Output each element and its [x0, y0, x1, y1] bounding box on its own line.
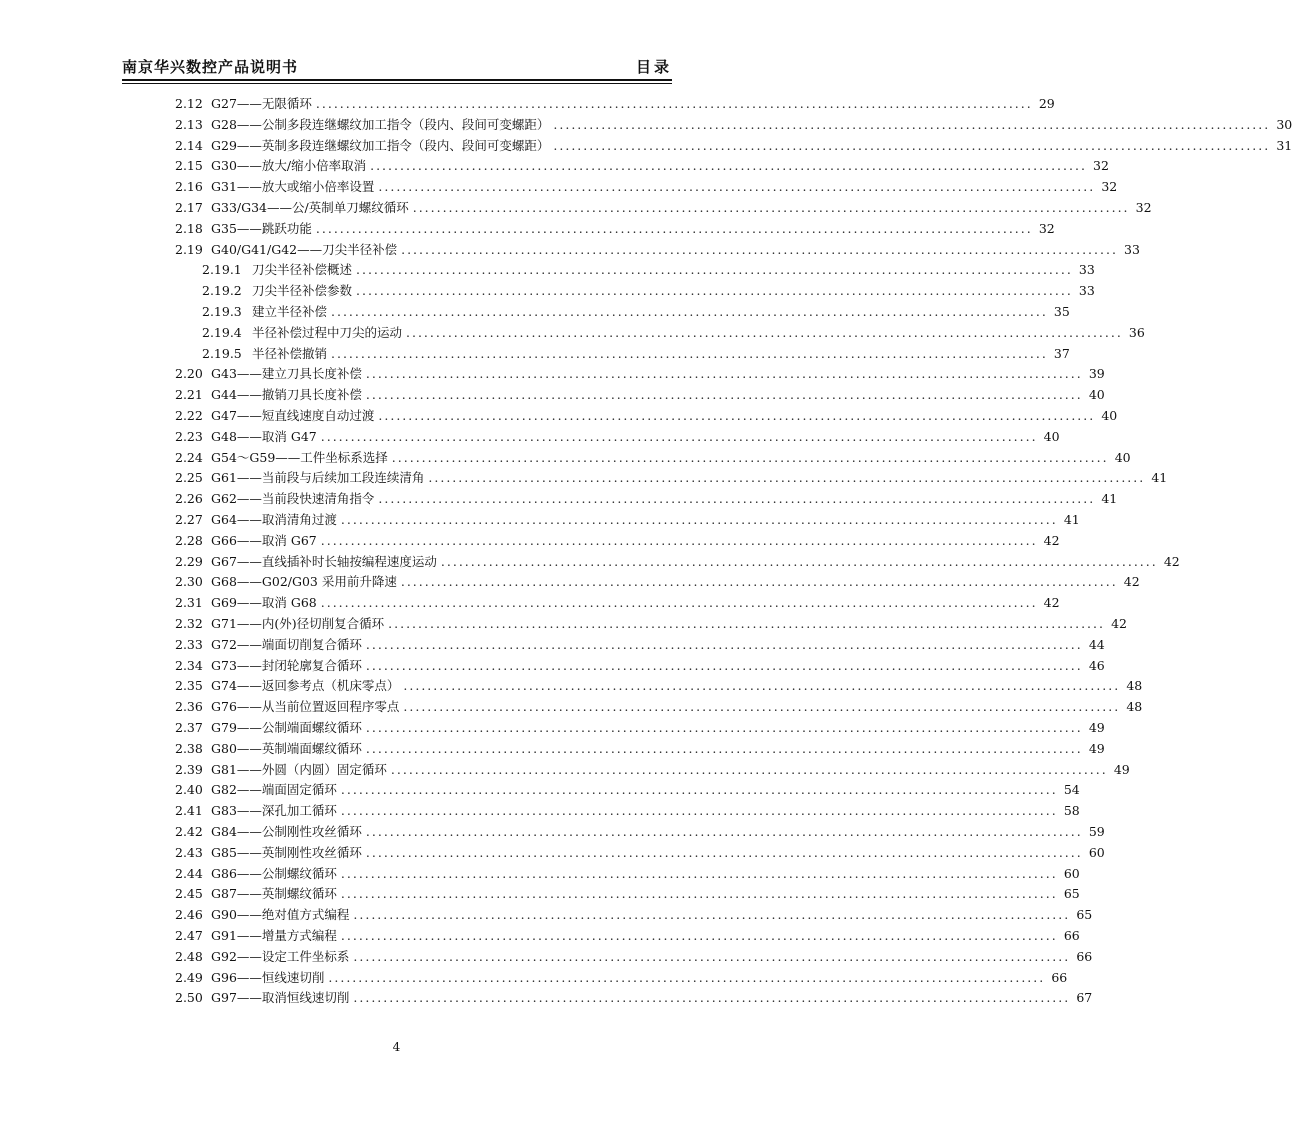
- toc-entry-number: 2.34: [175, 657, 203, 673]
- toc-entry-title: G91——增量方式编程: [211, 928, 337, 943]
- toc-entry[interactable]: [175, 635, 1105, 655]
- toc-entry[interactable]: [175, 780, 1080, 800]
- toc-dot-leader: ........................................................................................................................: [353, 948, 1071, 964]
- toc-dot-leader: ........................................................................................................................: [315, 220, 1033, 236]
- toc-entry[interactable]: [175, 697, 1143, 717]
- toc-entry-number: 2.24: [175, 449, 203, 465]
- section-title: 目录: [635, 58, 672, 76]
- toc-entry-title: G79——公制端面螺纹循环: [211, 720, 362, 735]
- toc-entry-page: 41: [1063, 512, 1080, 527]
- toc-entry-number: 2.38: [175, 740, 203, 756]
- toc-entry-number: 2.14: [175, 137, 203, 153]
- toc-entry[interactable]: [175, 531, 1060, 551]
- toc-entry-number: 2.48: [175, 948, 203, 964]
- toc-entry[interactable]: [175, 364, 1105, 384]
- toc-entry-title: G97——取消恒线速切削: [211, 990, 350, 1006]
- toc-dot-leader: ........................................................................................................................: [365, 740, 1083, 756]
- toc-entry[interactable]: [175, 656, 1105, 676]
- toc-entry[interactable]: [175, 614, 1127, 634]
- toc-entry[interactable]: [202, 302, 1070, 322]
- toc-entry-number: 2.25: [175, 470, 203, 486]
- toc-entry-page: 40: [1043, 428, 1060, 444]
- toc-entry-page: 33: [1078, 262, 1095, 278]
- toc-entry-page: 40: [1101, 408, 1118, 423]
- toc-entry-page: 39: [1088, 366, 1105, 382]
- toc-entry-page: 32: [1093, 158, 1109, 174]
- toc-entry-title: G29——英制多段连继螺纹加工指令（段内、段间可变螺距）: [211, 137, 550, 153]
- toc-entry[interactable]: [175, 115, 1292, 135]
- toc-entry[interactable]: [202, 344, 1070, 364]
- toc-entry-number: 2.19.1: [202, 262, 242, 278]
- toc-entry[interactable]: [175, 94, 1055, 114]
- toc-entry-title: 半径补偿撤销: [252, 345, 328, 361]
- toc-entry[interactable]: [175, 198, 1152, 218]
- toc-entry[interactable]: [175, 947, 1093, 967]
- toc-entry-title: G87——英制螺纹循环: [211, 886, 337, 902]
- toc-entry-number: 2.21: [175, 387, 203, 403]
- toc-dot-leader: ........................................................................................................................: [353, 907, 1071, 923]
- toc-entry-title: G76——从当前位置返回程序零点: [211, 699, 400, 715]
- toc-entry-page: 59: [1088, 824, 1105, 839]
- toc-dot-leader: ........................................................................................................................: [365, 720, 1083, 735]
- toc-entry-number: 2.32: [175, 616, 203, 631]
- toc-entry-title: 刀尖半径补偿概述: [252, 262, 353, 278]
- toc-entry-title: G85——英制刚性攻丝循环: [211, 844, 362, 860]
- toc-entry[interactable]: [175, 593, 1060, 613]
- toc-dot-leader: ........................................................................................................................: [406, 324, 1123, 340]
- toc-entry-number: 2.42: [175, 824, 203, 839]
- toc-entry-page: 54: [1063, 782, 1080, 798]
- toc-entry-title: G31——放大或缩小倍率设置: [211, 179, 375, 195]
- toc-entry-page: 67: [1076, 990, 1093, 1006]
- toc-entry-page: 32: [1135, 200, 1152, 215]
- toc-dot-leader: ........................................................................................................................: [378, 179, 1096, 195]
- toc-dot-leader: ........................................................................................................................: [340, 512, 1058, 527]
- toc-entry[interactable]: [175, 406, 1118, 426]
- toc-entry[interactable]: [175, 240, 1140, 260]
- toc-entry-number: 2.36: [175, 699, 203, 715]
- toc-dot-leader: ........................................................................................................................: [340, 886, 1058, 902]
- toc-entry[interactable]: [202, 281, 1095, 301]
- toc-entry-number: 2.31: [175, 595, 203, 611]
- toc-entry-title: G43——建立刀具长度补偿: [211, 366, 362, 382]
- toc-entry-title: 刀尖半径补偿参数: [252, 283, 353, 299]
- toc-dot-leader: ........................................................................................................................: [320, 595, 1038, 611]
- toc-entry-title: G54～G59——工件坐标系选择: [211, 449, 388, 465]
- toc-entry[interactable]: [175, 739, 1105, 759]
- toc-dot-leader: ........................................................................................................................: [340, 782, 1058, 798]
- toc-dot-leader: ........................................................................................................................: [340, 803, 1058, 819]
- toc-entry-page: 30: [1276, 116, 1292, 132]
- toc-entry-title: G71——内(外)径切削复合循环: [211, 616, 385, 631]
- toc-dot-leader: ........................................................................................................................: [400, 574, 1118, 590]
- toc-entry-number: 2.40: [175, 782, 203, 798]
- toc-entry-title: 建立半径补偿: [252, 304, 328, 319]
- toc-entry-number: 2.29: [175, 553, 203, 569]
- toc-entry[interactable]: [175, 489, 1118, 509]
- toc-entry-number: 2.45: [175, 886, 203, 902]
- toc-entry-title: G61——当前段与后续加工段连续清角: [211, 470, 425, 486]
- toc-dot-leader: ........................................................................................................................: [365, 366, 1083, 382]
- toc-dot-leader: ........................................................................................................................: [328, 969, 1046, 985]
- toc-entry-title: G73——封闭轮廓复合循环: [211, 657, 362, 673]
- toc-entry-title: G84——公制刚性攻丝循环: [211, 824, 362, 839]
- toc-entry-title: G81——外圆（内圆）固定循环: [211, 761, 387, 777]
- toc-entry-title: G92——设定工件坐标系: [211, 948, 350, 964]
- toc-entry-number: 2.28: [175, 532, 203, 548]
- toc-entry-title: G96——恒线速切削: [211, 969, 325, 985]
- toc-entry-title: G66——取消 G67: [211, 532, 317, 548]
- toc-entry[interactable]: [175, 760, 1130, 780]
- toc-entry[interactable]: [175, 905, 1093, 925]
- toc-entry-number: 2.35: [175, 678, 203, 694]
- toc-entry-page: 46: [1088, 657, 1105, 673]
- toc-entry[interactable]: [175, 676, 1143, 696]
- toc-entry-page: 40: [1114, 449, 1131, 465]
- toc-entry-number: 2.49: [175, 969, 203, 985]
- toc-entry-number: 2.33: [175, 636, 203, 652]
- toc-entry-title: G40/G41/G42——刀尖半径补偿: [211, 241, 398, 257]
- toc-entry[interactable]: [175, 156, 1109, 176]
- toc-entry[interactable]: [175, 572, 1140, 592]
- toc-entry[interactable]: [175, 385, 1105, 405]
- toc-entry[interactable]: [202, 323, 1145, 343]
- header-rule-thin: [122, 83, 672, 84]
- toc-entry-number: 2.41: [175, 803, 203, 819]
- toc-dot-leader: ........................................................................................................................: [403, 699, 1121, 715]
- toc-entry-number: 2.19.2: [202, 283, 242, 299]
- toc-dot-leader: ........................................................................................................................: [365, 844, 1083, 860]
- toc-entry-number: 2.43: [175, 844, 203, 860]
- toc-entry-page: 35: [1053, 304, 1070, 319]
- toc-entry-page: 48: [1126, 678, 1143, 694]
- toc-dot-leader: ........................................................................................................................: [331, 304, 1048, 319]
- toc-entry-page: 42: [1163, 553, 1180, 569]
- toc-dot-leader: ........................................................................................................................: [320, 428, 1038, 444]
- toc-entry-number: 2.50: [175, 990, 203, 1006]
- toc-entry-title: G44——撤销刀具长度补偿: [211, 387, 362, 403]
- toc-entry-number: 2.17: [175, 200, 203, 215]
- toc-entry-number: 2.19.5: [202, 345, 242, 361]
- toc-dot-leader: ........................................................................................................................: [401, 241, 1118, 257]
- toc-dot-leader: ........................................................................................................................: [340, 928, 1058, 943]
- header-rule-thick: [122, 79, 672, 81]
- toc-entry-number: 2.16: [175, 179, 203, 195]
- toc-dot-leader: ........................................................................................................................: [365, 824, 1083, 839]
- toc-entry-page: 48: [1126, 699, 1143, 715]
- toc-entry-page: 49: [1113, 761, 1130, 777]
- toc-entry-number: 2.12: [175, 96, 203, 111]
- toc-entry[interactable]: [175, 468, 1168, 488]
- toc-entry-page: 33: [1078, 283, 1095, 299]
- page-header: [122, 56, 672, 78]
- toc-entry-page: 29: [1038, 96, 1055, 111]
- toc-entry[interactable]: [175, 988, 1093, 1008]
- toc-entry[interactable]: [175, 510, 1080, 530]
- toc-dot-leader: ........................................................................................................................: [340, 865, 1058, 881]
- toc-entry-number: 2.44: [175, 865, 203, 881]
- toc-entry-number: 2.19: [175, 241, 203, 257]
- toc-entry-title: G80——英制端面螺纹循环: [211, 740, 362, 756]
- toc-dot-leader: ........................................................................................................................: [391, 449, 1109, 465]
- toc-entry-number: 2.22: [175, 408, 203, 423]
- toc-dot-leader: ........................................................................................................................: [365, 657, 1083, 673]
- toc-dot-leader: ........................................................................................................................: [315, 96, 1033, 111]
- toc-entry-title: G86——公制螺纹循环: [211, 865, 337, 881]
- toc-entry-page: 66: [1076, 948, 1093, 964]
- toc-entry[interactable]: [175, 801, 1080, 821]
- toc-entry-page: 49: [1088, 720, 1105, 735]
- toc-entry-number: 2.47: [175, 928, 203, 943]
- toc-entry-page: 66: [1051, 969, 1068, 985]
- toc-entry-page: 31: [1276, 137, 1292, 153]
- toc-entry-number: 2.46: [175, 907, 203, 923]
- toc-entry-title: G28——公制多段连继螺纹加工指令（段内、段间可变螺距）: [211, 116, 550, 132]
- toc-dot-leader: ........................................................................................................................: [553, 116, 1271, 132]
- toc-dot-leader: ........................................................................................................................: [365, 636, 1083, 652]
- toc-dot-leader: ........................................................................................................................: [378, 408, 1096, 423]
- toc-entry-title: G82——端面固定循环: [211, 782, 337, 798]
- toc-entry-page: 32: [1038, 220, 1055, 236]
- toc-dot-leader: ........................................................................................................................: [365, 387, 1083, 403]
- toc-entry-number: 2.20: [175, 366, 203, 382]
- toc-entry-page: 36: [1128, 324, 1145, 340]
- toc-entry[interactable]: [175, 448, 1131, 468]
- document-title: 南京华兴数控产品说明书: [122, 58, 299, 76]
- toc-entry[interactable]: [175, 177, 1118, 197]
- toc-entry-page: 32: [1101, 179, 1118, 195]
- toc-entry[interactable]: [175, 884, 1080, 904]
- toc-entry[interactable]: [175, 219, 1055, 239]
- toc-entry-title: G62——当前段快速清角指令: [211, 491, 375, 507]
- toc-entry-title: G83——深孔加工循环: [211, 803, 337, 819]
- toc-dot-leader: ........................................................................................................................: [403, 678, 1121, 694]
- toc-entry-number: 2.19.3: [202, 304, 242, 319]
- toc-entry-number: 2.19.4: [202, 324, 242, 340]
- toc-dot-leader: ........................................................................................................................: [412, 200, 1130, 215]
- toc-entry[interactable]: [175, 843, 1105, 863]
- toc-entry-title: G30——放大/缩小倍率取消: [211, 158, 367, 174]
- toc-entry-title: G67——直线插补时长轴按编程速度运动: [211, 553, 437, 569]
- toc-entry-number: 2.26: [175, 491, 203, 507]
- toc-entry-title: G68——G02/G03 采用前升降速: [211, 574, 397, 590]
- toc-entry-page: 42: [1111, 616, 1127, 631]
- toc-entry-page: 65: [1063, 886, 1080, 902]
- toc-entry-page: 42: [1043, 532, 1060, 548]
- toc-entry-number: 2.15: [175, 158, 203, 174]
- toc-entry-page: 42: [1123, 574, 1140, 590]
- toc-dot-leader: ........................................................................................................................: [378, 491, 1096, 507]
- toc-entry[interactable]: [175, 926, 1080, 946]
- toc-entry-title: G27——无限循环: [211, 96, 312, 111]
- toc-dot-leader: ........................................................................................................................: [388, 616, 1105, 631]
- toc-entry[interactable]: [175, 968, 1068, 988]
- toc-entry-number: 2.30: [175, 574, 203, 590]
- toc-entry-title: G33/G34——公/英制单刀螺纹循环: [211, 200, 409, 215]
- toc-entry-title: G74——返回参考点（机床零点）: [211, 678, 400, 694]
- toc-entry-page: 42: [1043, 595, 1060, 611]
- toc-entry-page: 49: [1088, 740, 1105, 756]
- toc-dot-leader: ........................................................................................................................: [356, 262, 1073, 278]
- toc-entry[interactable]: [175, 552, 1180, 572]
- toc-entry-page: 41: [1151, 470, 1168, 486]
- toc-entry-page: 40: [1088, 387, 1105, 403]
- toc-entry[interactable]: [175, 864, 1080, 884]
- page-number: 4: [392, 1040, 401, 1054]
- toc-entry-number: 2.37: [175, 720, 203, 735]
- toc-entry-number: 2.18: [175, 220, 203, 236]
- toc-entry-page: 66: [1063, 928, 1080, 943]
- toc-entry-title: G48——取消 G47: [211, 428, 317, 444]
- toc-entry[interactable]: [202, 260, 1095, 280]
- toc-entry-title: 半径补偿过程中刀尖的运动: [252, 324, 403, 340]
- toc-entry-title: G69——取消 G68: [211, 595, 317, 611]
- toc-entry-page: 41: [1101, 491, 1118, 507]
- toc-entry-title: G72——端面切削复合循环: [211, 636, 362, 652]
- toc-entry-page: 65: [1076, 907, 1093, 923]
- toc-dot-leader: ........................................................................................................................: [320, 532, 1038, 548]
- toc-entry-number: 2.23: [175, 428, 203, 444]
- toc-dot-leader: ........................................................................................................................: [428, 470, 1146, 486]
- toc-entry-page: 44: [1088, 636, 1105, 652]
- toc-dot-leader: ........................................................................................................................: [553, 137, 1271, 153]
- toc-entry-page: 60: [1063, 865, 1080, 881]
- toc-entry-page: 33: [1124, 241, 1140, 257]
- toc-entry-number: 2.13: [175, 116, 203, 132]
- toc-entry-title: G64——取消清角过渡: [211, 512, 337, 527]
- toc-entry-title: G35——跳跃功能: [211, 220, 312, 236]
- toc-entry-page: 60: [1088, 844, 1105, 860]
- toc-entry[interactable]: [175, 427, 1060, 447]
- toc-entry[interactable]: [175, 136, 1292, 156]
- toc-dot-leader: ........................................................................................................................: [353, 990, 1071, 1006]
- toc-entry-title: G47——短直线速度自动过渡: [211, 408, 375, 423]
- toc-entry[interactable]: [175, 718, 1105, 738]
- toc-dot-leader: ........................................................................................................................: [370, 158, 1087, 174]
- toc-entry-title: G90——绝对值方式编程: [211, 907, 350, 923]
- toc-entry-page: 58: [1063, 803, 1080, 819]
- toc-entry[interactable]: [175, 822, 1105, 842]
- toc-entry-number: 2.27: [175, 512, 203, 527]
- toc-dot-leader: ........................................................................................................................: [390, 761, 1108, 777]
- toc-dot-leader: ........................................................................................................................: [440, 553, 1158, 569]
- toc-dot-leader: ........................................................................................................................: [356, 283, 1073, 299]
- toc-entry-page: 37: [1053, 345, 1070, 361]
- toc-dot-leader: ........................................................................................................................: [331, 345, 1048, 361]
- toc-entry-number: 2.39: [175, 761, 203, 777]
